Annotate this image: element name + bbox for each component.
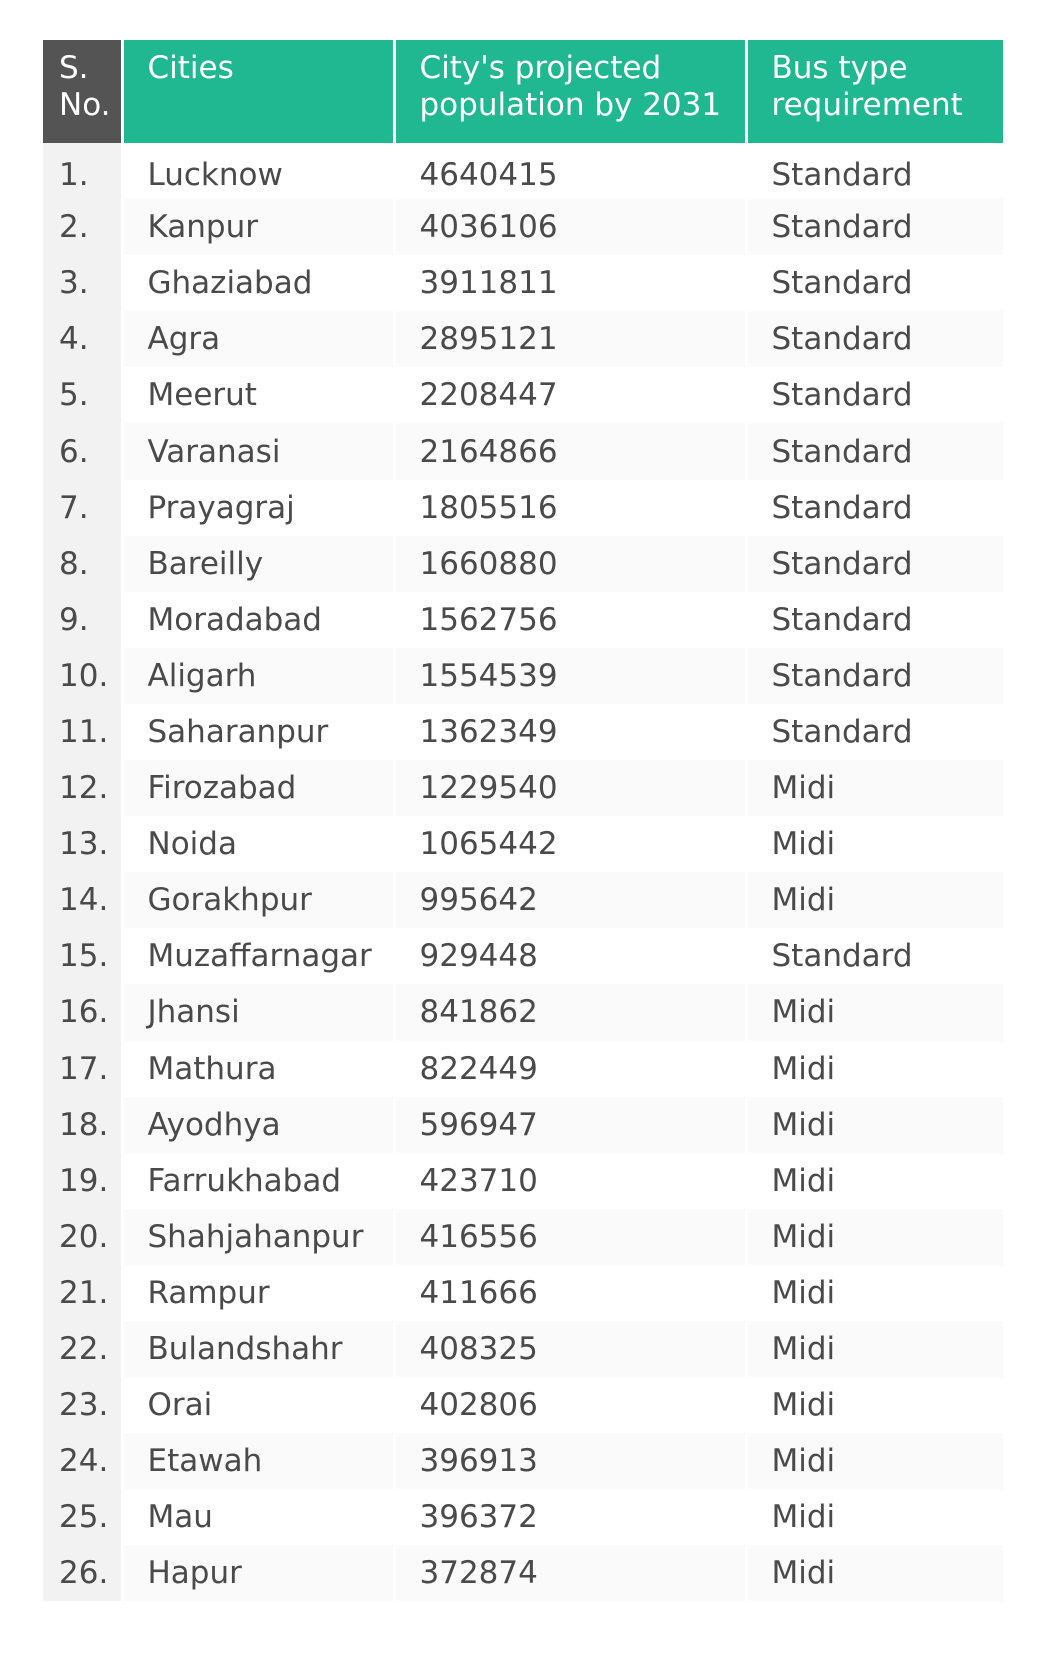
- cell-city: Ghaziabad: [122, 255, 394, 311]
- cell-sno: 5.: [43, 367, 122, 423]
- table-row: [43, 1209, 1003, 1265]
- table-row: [43, 984, 1003, 1040]
- cell-sno: 23.: [43, 1377, 122, 1433]
- table-row: [43, 480, 1003, 536]
- cell-city: Bulandshahr: [122, 1321, 394, 1377]
- cell-city: Noida: [122, 816, 394, 872]
- table-row: [43, 311, 1003, 367]
- cell-bus-type: Standard: [746, 704, 1003, 760]
- cell-population: 1554539: [394, 648, 746, 704]
- cell-bus-type: Standard: [746, 367, 1003, 423]
- cell-population: 2164866: [394, 423, 746, 479]
- header-sno: S. No.: [43, 40, 122, 143]
- cell-population: 2895121: [394, 311, 746, 367]
- cell-city: Saharanpur: [122, 704, 394, 760]
- table-row: [43, 536, 1003, 592]
- cell-bus-type: Midi: [746, 984, 1003, 1040]
- cell-bus-type: Standard: [746, 536, 1003, 592]
- cell-bus-type: Midi: [746, 1265, 1003, 1321]
- cell-bus-type: Midi: [746, 1321, 1003, 1377]
- table-row: [43, 1265, 1003, 1321]
- cell-city: Varanasi: [122, 423, 394, 479]
- cell-population: 1562756: [394, 592, 746, 648]
- cell-city: Kanpur: [122, 199, 394, 255]
- cell-city: Moradabad: [122, 592, 394, 648]
- cell-bus-type: Midi: [746, 1209, 1003, 1265]
- table-row: [43, 423, 1003, 479]
- cell-sno: 3.: [43, 255, 122, 311]
- table-row: [43, 1545, 1003, 1601]
- cell-sno: 20.: [43, 1209, 122, 1265]
- cell-city: Jhansi: [122, 984, 394, 1040]
- cell-city: Hapur: [122, 1545, 394, 1601]
- cell-bus-type: Midi: [746, 760, 1003, 816]
- cell-sno: 24.: [43, 1433, 122, 1489]
- table-row: [43, 143, 1003, 199]
- table-row: [43, 816, 1003, 872]
- table-row: [43, 1097, 1003, 1153]
- table-row: [43, 1433, 1003, 1489]
- cell-sno: 16.: [43, 984, 122, 1040]
- cell-population: 4640415: [394, 143, 746, 199]
- cell-population: 596947: [394, 1097, 746, 1153]
- table-row: [43, 928, 1003, 984]
- cell-bus-type: Midi: [746, 816, 1003, 872]
- cell-bus-type: Midi: [746, 1433, 1003, 1489]
- cell-population: 372874: [394, 1545, 746, 1601]
- city-bus-table: [43, 40, 1003, 1601]
- header-row: [43, 40, 1003, 143]
- cell-population: 1229540: [394, 760, 746, 816]
- cell-city: Gorakhpur: [122, 872, 394, 928]
- cell-city: Shahjahanpur: [122, 1209, 394, 1265]
- cell-population: 402806: [394, 1377, 746, 1433]
- header-bus-type: Bus type requirement: [746, 40, 1003, 143]
- cell-bus-type: Midi: [746, 872, 1003, 928]
- city-bus-table-container: [43, 40, 1003, 1601]
- table-row: [43, 760, 1003, 816]
- table-row: [43, 255, 1003, 311]
- cell-population: 1805516: [394, 480, 746, 536]
- cell-sno: 12.: [43, 760, 122, 816]
- cell-city: Lucknow: [122, 143, 394, 199]
- cell-bus-type: Midi: [746, 1041, 1003, 1097]
- table-row: [43, 1321, 1003, 1377]
- cell-sno: 11.: [43, 704, 122, 760]
- table-row: [43, 1489, 1003, 1545]
- cell-city: Etawah: [122, 1433, 394, 1489]
- cell-city: Muzaffarnagar: [122, 928, 394, 984]
- cell-sno: 7.: [43, 480, 122, 536]
- cell-bus-type: Midi: [746, 1097, 1003, 1153]
- cell-bus-type: Standard: [746, 143, 1003, 199]
- table-row: [43, 1041, 1003, 1097]
- cell-sno: 22.: [43, 1321, 122, 1377]
- cell-bus-type: Standard: [746, 928, 1003, 984]
- table-body: [43, 143, 1003, 1601]
- cell-population: 396913: [394, 1433, 746, 1489]
- cell-bus-type: Standard: [746, 199, 1003, 255]
- cell-city: Orai: [122, 1377, 394, 1433]
- table-row: [43, 199, 1003, 255]
- cell-bus-type: Standard: [746, 648, 1003, 704]
- cell-sno: 17.: [43, 1041, 122, 1097]
- cell-sno: 9.: [43, 592, 122, 648]
- cell-sno: 4.: [43, 311, 122, 367]
- table-header: [43, 40, 1003, 143]
- cell-population: 411666: [394, 1265, 746, 1321]
- cell-bus-type: Standard: [746, 423, 1003, 479]
- header-cities: Cities: [122, 40, 394, 143]
- cell-population: 408325: [394, 1321, 746, 1377]
- table-row: [43, 367, 1003, 423]
- cell-city: Rampur: [122, 1265, 394, 1321]
- cell-sno: 25.: [43, 1489, 122, 1545]
- table-row: [43, 1377, 1003, 1433]
- cell-sno: 2.: [43, 199, 122, 255]
- cell-sno: 18.: [43, 1097, 122, 1153]
- cell-city: Ayodhya: [122, 1097, 394, 1153]
- table-row: [43, 1153, 1003, 1209]
- table-row: [43, 648, 1003, 704]
- cell-city: Bareilly: [122, 536, 394, 592]
- cell-city: Meerut: [122, 367, 394, 423]
- cell-sno: 15.: [43, 928, 122, 984]
- cell-bus-type: Midi: [746, 1545, 1003, 1601]
- cell-sno: 14.: [43, 872, 122, 928]
- header-population: City's projected population by 2031: [394, 40, 746, 143]
- cell-city: Farrukhabad: [122, 1153, 394, 1209]
- cell-population: 995642: [394, 872, 746, 928]
- cell-population: 396372: [394, 1489, 746, 1545]
- cell-population: 822449: [394, 1041, 746, 1097]
- cell-sno: 6.: [43, 423, 122, 479]
- cell-population: 2208447: [394, 367, 746, 423]
- table-row: [43, 872, 1003, 928]
- cell-population: 929448: [394, 928, 746, 984]
- cell-sno: 26.: [43, 1545, 122, 1601]
- cell-bus-type: Standard: [746, 592, 1003, 648]
- cell-sno: 8.: [43, 536, 122, 592]
- cell-city: Prayagraj: [122, 480, 394, 536]
- cell-population: 423710: [394, 1153, 746, 1209]
- cell-city: Mathura: [122, 1041, 394, 1097]
- cell-city: Mau: [122, 1489, 394, 1545]
- cell-sno: 19.: [43, 1153, 122, 1209]
- cell-population: 1362349: [394, 704, 746, 760]
- cell-population: 3911811: [394, 255, 746, 311]
- cell-population: 841862: [394, 984, 746, 1040]
- cell-sno: 13.: [43, 816, 122, 872]
- cell-city: Firozabad: [122, 760, 394, 816]
- cell-sno: 21.: [43, 1265, 122, 1321]
- cell-population: 1065442: [394, 816, 746, 872]
- cell-bus-type: Standard: [746, 255, 1003, 311]
- table-row: [43, 592, 1003, 648]
- cell-bus-type: Midi: [746, 1489, 1003, 1545]
- cell-sno: 1.: [43, 143, 122, 199]
- cell-sno: 10.: [43, 648, 122, 704]
- cell-bus-type: Midi: [746, 1153, 1003, 1209]
- cell-bus-type: Standard: [746, 311, 1003, 367]
- cell-city: Agra: [122, 311, 394, 367]
- cell-population: 4036106: [394, 199, 746, 255]
- cell-bus-type: Standard: [746, 480, 1003, 536]
- cell-population: 1660880: [394, 536, 746, 592]
- cell-city: Aligarh: [122, 648, 394, 704]
- cell-population: 416556: [394, 1209, 746, 1265]
- table-row: [43, 704, 1003, 760]
- cell-bus-type: Midi: [746, 1377, 1003, 1433]
